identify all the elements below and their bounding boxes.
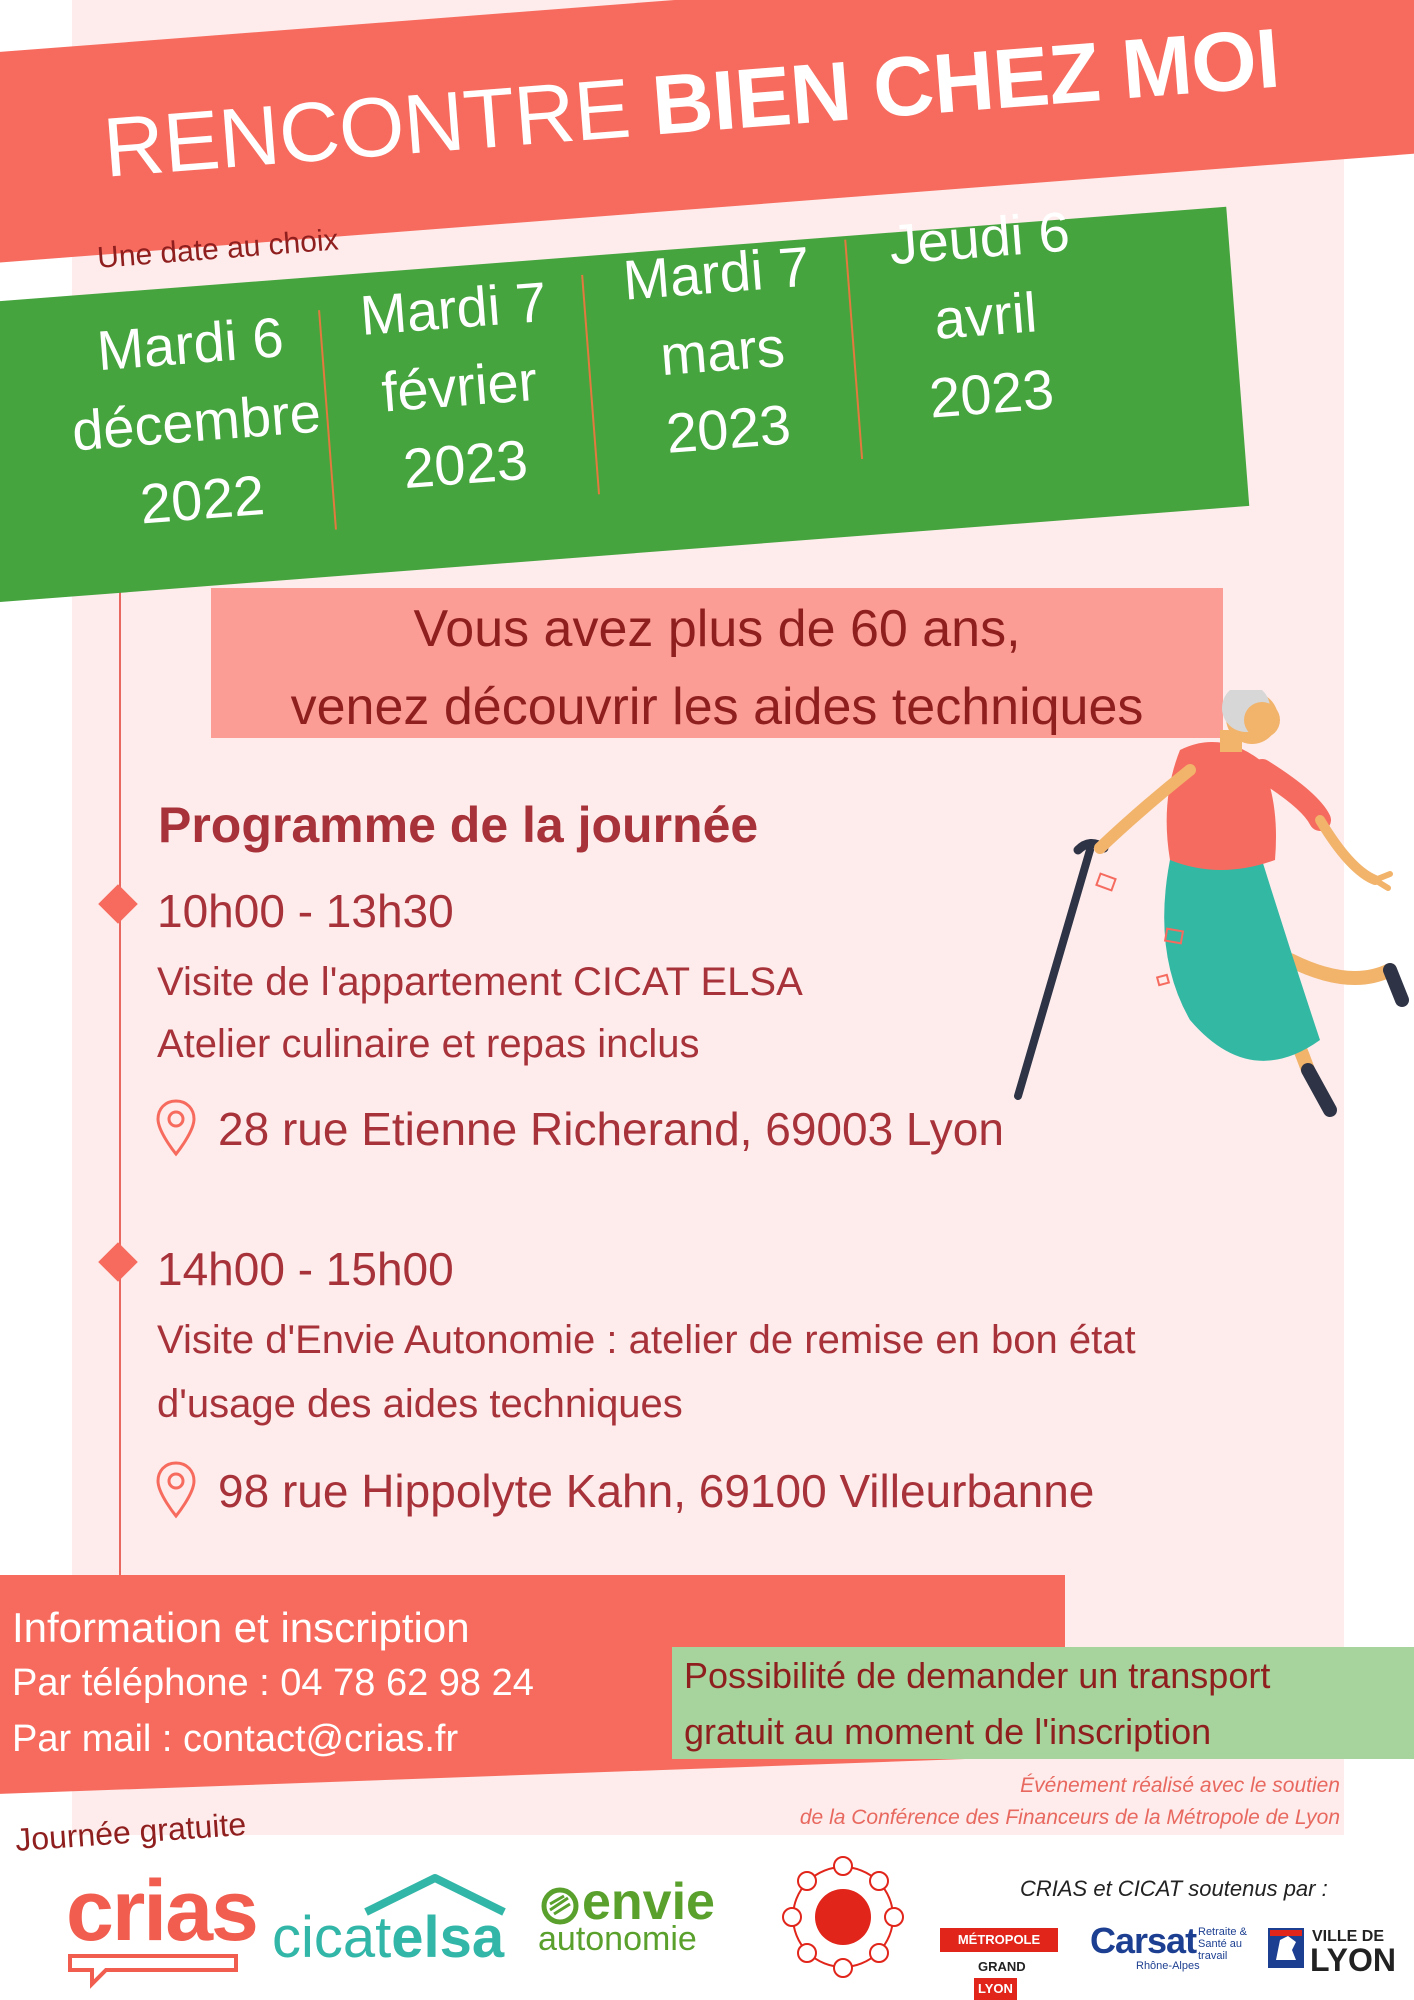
support-note bbox=[600, 1770, 1340, 1834]
ville-de-lyon-logo: VILLE DE bbox=[1312, 1928, 1385, 1945]
conference-financeurs-logo bbox=[778, 1852, 908, 1982]
date-2-line-2: février bbox=[379, 348, 540, 424]
date-2-line-3: 2023 bbox=[400, 427, 530, 501]
metropole-grand: GRAND bbox=[978, 1959, 1026, 1974]
crias-logo-underline bbox=[66, 1950, 246, 1990]
metropole-logo: MÉTROPOLE bbox=[940, 1928, 1058, 1952]
date-option-4 bbox=[852, 190, 1119, 442]
date-choice-label: Une date au choix bbox=[96, 223, 340, 275]
date-3-line-1: Mardi 7 bbox=[620, 234, 812, 312]
location-pin-icon bbox=[154, 1460, 198, 1520]
cicat-logo-text: cicat bbox=[272, 1905, 392, 1970]
elderly-woman-illustration bbox=[990, 690, 1410, 1130]
slot-1-address: 28 rue Etienne Richerand, 69003 Lyon bbox=[218, 1103, 1004, 1155]
slot-2-line-2: d'usage des aides techniques bbox=[157, 1382, 683, 1426]
location-pin-icon bbox=[154, 1098, 198, 1158]
timeline-line bbox=[119, 590, 121, 1590]
carsat-region: Rhône-Alpes bbox=[1136, 1960, 1200, 1972]
free-day-label: Journée gratuite bbox=[14, 1805, 248, 1858]
metropole-logo-bottom bbox=[974, 1956, 1058, 1996]
date-1-line-1: Mardi 6 bbox=[94, 305, 286, 383]
slot-1-time: 10h00 - 13h30 bbox=[157, 885, 454, 937]
carsat-logo: Carsat bbox=[1090, 1920, 1197, 1961]
date-4-line-2: avril bbox=[931, 280, 1040, 351]
slot-1-line-2: Atelier culinaire et repas inclus bbox=[157, 1022, 700, 1066]
elsa-logo-text: elsa bbox=[391, 1905, 505, 1970]
info-phone: Par téléphone : 04 78 62 98 24 bbox=[12, 1662, 534, 1704]
date-4-line-1: Jeudi 6 bbox=[887, 199, 1072, 277]
carsat-subtitle: Retraite & Santé au travail bbox=[1198, 1926, 1247, 1962]
date-1-line-3: 2022 bbox=[137, 463, 267, 536]
support-line-1: Événement réalisé avec le soutien bbox=[1020, 1774, 1340, 1797]
transport-text bbox=[684, 1648, 1404, 1760]
transport-line-2: gratuit au moment de l'inscription bbox=[684, 1711, 1212, 1752]
title-bold: BIEN CHEZ MOI bbox=[648, 10, 1283, 153]
metropole-lyon: LYON bbox=[974, 1978, 1017, 2000]
ville-de-lyon-logo-name: LYON bbox=[1310, 1942, 1396, 1978]
support-line-2: de la Conférence des Financeurs de la Métropole de Lyon bbox=[799, 1806, 1340, 1829]
slot-1-line-1: Visite de l'appartement CICAT ELSA bbox=[157, 960, 803, 1004]
supporters-label: CRIAS et CICAT soutenus par : bbox=[1020, 1876, 1328, 1901]
info-title: Information et inscription bbox=[12, 1604, 470, 1651]
envie-logo: envie bbox=[582, 1873, 715, 1931]
date-2-line-1: Mardi 7 bbox=[357, 269, 549, 347]
cicat-elsa-logo bbox=[272, 1904, 504, 1971]
audience-line-2: venez découvrir les aides techniques bbox=[290, 678, 1144, 736]
title-regular: RENCONTRE bbox=[100, 58, 657, 195]
date-4-line-3: 2023 bbox=[926, 357, 1056, 430]
program-title: Programme de la journée bbox=[158, 797, 759, 853]
date-option-1 bbox=[63, 296, 330, 548]
slot-2-line-1: Visite d'Envie Autonomie : atelier de remise en bon état bbox=[157, 1318, 1136, 1362]
slot-2-time: 14h00 - 15h00 bbox=[157, 1243, 454, 1295]
date-option-3 bbox=[589, 225, 856, 477]
transport-line-1: Possibilité de demander un transport bbox=[684, 1655, 1271, 1696]
lyon-lion-icon bbox=[1266, 1926, 1306, 1970]
date-3-line-2: mars bbox=[657, 314, 787, 388]
autonomie-logo: autonomie bbox=[538, 1920, 697, 1958]
date-option-2 bbox=[326, 260, 593, 512]
crias-logo: crias bbox=[66, 1863, 257, 1959]
date-3-line-3: 2023 bbox=[663, 392, 793, 465]
slot-2-address: 98 rue Hippolyte Kahn, 69100 Villeurbanne bbox=[218, 1465, 1095, 1517]
audience-line-1: Vous avez plus de 60 ans, bbox=[413, 600, 1021, 658]
info-mail: Par mail : contact@crias.fr bbox=[12, 1718, 459, 1760]
date-1-line-2: décembre bbox=[69, 380, 323, 463]
